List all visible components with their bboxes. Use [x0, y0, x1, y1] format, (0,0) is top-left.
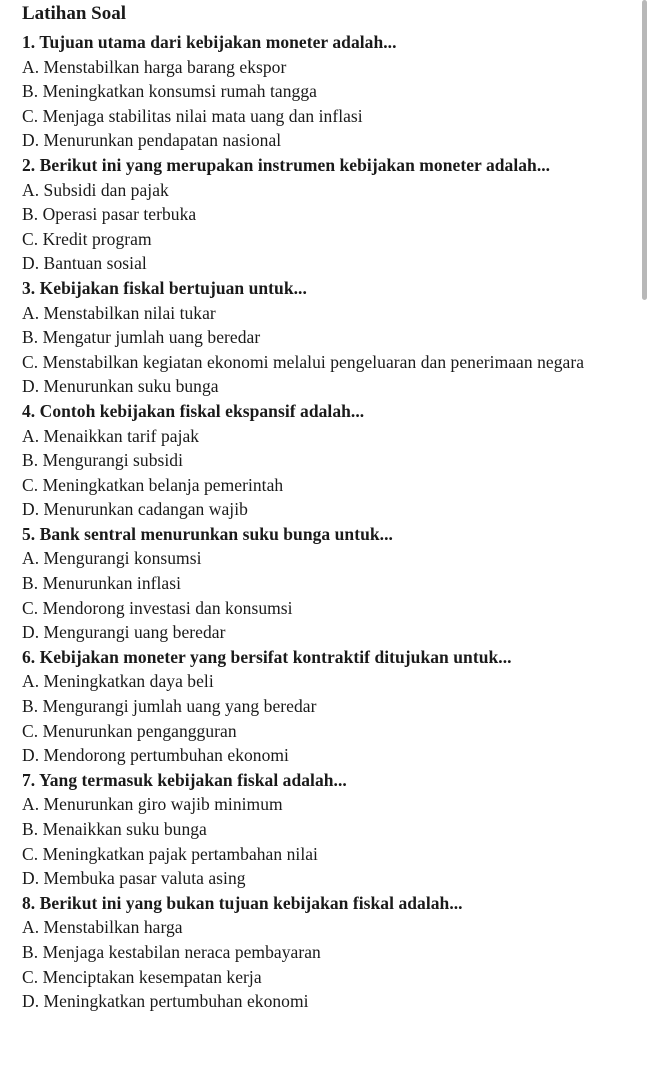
question-block — [22, 768, 632, 891]
answer-option: D. Mendorong pertumbuhan ekonomi — [22, 745, 289, 766]
answer-option: A. Menaikkan tarif pajak — [22, 425, 200, 446]
answer-option: C. Menurunkan pengangguran — [22, 720, 237, 741]
answer-option: A. Menstabilkan nilai tukar — [22, 302, 216, 323]
answer-option: C. Kredit program — [22, 228, 152, 249]
answer-option: C. Menciptakan kesempatan kerja — [22, 966, 262, 987]
question-block — [22, 276, 632, 399]
question-text: 6. Kebijakan moneter yang bersifat kontraktif ditujukan untuk... — [22, 646, 512, 667]
answer-option: A. Menstabilkan harga barang ekspor — [22, 56, 287, 77]
answer-option: B. Menjaga kestabilan neraca pembayaran — [22, 941, 321, 962]
worksheet — [22, 0, 632, 1014]
answer-option: B. Mengurangi subsidi — [22, 450, 183, 471]
question-block — [22, 399, 632, 522]
answer-option: A. Menstabilkan harga — [22, 917, 183, 938]
question-text: 8. Berikut ini yang bukan tujuan kebijakan fiskal adalah... — [22, 892, 463, 913]
question-text: 4. Contoh kebijakan fiskal ekspansif adalah... — [22, 400, 365, 421]
answer-option: C. Meningkatkan pajak pertambahan nilai — [22, 843, 318, 864]
answer-option: A. Subsidi dan pajak — [22, 179, 169, 200]
scrollbar[interactable] — [642, 0, 647, 300]
answer-option: D. Bantuan sosial — [22, 253, 147, 274]
question-block — [22, 522, 632, 645]
answer-option: C. Menjaga stabilitas nilai mata uang dan inflasi — [22, 105, 363, 126]
question-block — [22, 891, 632, 1014]
answer-option: C. Mendorong investasi dan konsumsi — [22, 597, 293, 618]
answer-option: A. Menurunkan giro wajib minimum — [22, 794, 283, 815]
answer-option: D. Menurunkan cadangan wajib — [22, 499, 248, 520]
answer-option: B. Operasi pasar terbuka — [22, 204, 197, 225]
question-text: 2. Berikut ini yang merupakan instrumen kebijakan moneter adalah... — [22, 154, 551, 175]
answer-option: D. Menurunkan pendapatan nasional — [22, 130, 282, 151]
answer-option: D. Membuka pasar valuta asing — [22, 868, 246, 889]
answer-option: C. Meningkatkan belanja pemerintah — [22, 474, 284, 495]
question-text: 5. Bank sentral menurunkan suku bunga untuk... — [22, 523, 393, 544]
question-text: 3. Kebijakan fiskal bertujuan untuk... — [22, 277, 307, 298]
page-title: Latihan Soal — [22, 3, 127, 24]
answer-option: B. Meningkatkan konsumsi rumah tangga — [22, 81, 317, 102]
answer-option: D. Meningkatkan pertumbuhan ekonomi — [22, 991, 309, 1012]
question-list — [22, 30, 632, 1014]
answer-option: B. Menaikkan suku bunga — [22, 819, 207, 839]
question-block — [22, 30, 632, 153]
answer-option: B. Mengatur jumlah uang beredar — [22, 327, 261, 348]
question-text: 7. Yang termasuk kebijakan fiskal adalah... — [22, 769, 347, 790]
question-block — [22, 153, 632, 276]
question-text: 1. Tujuan utama dari kebijakan moneter adalah... — [22, 32, 397, 52]
answer-option: A. Meningkatkan daya beli — [22, 671, 214, 692]
question-block — [22, 645, 632, 768]
answer-option: D. Mengurangi uang beredar — [22, 622, 226, 643]
answer-option: C. Menstabilkan kegiatan ekonomi melalui pengeluaran dan penerimaan negara — [22, 351, 585, 372]
answer-option: D. Menurunkan suku bunga — [22, 376, 219, 397]
answer-option: A. Mengurangi konsumsi — [22, 548, 202, 569]
answer-option: B. Mengurangi jumlah uang yang beredar — [22, 696, 317, 717]
answer-option: B. Menurunkan inflasi — [22, 573, 182, 594]
